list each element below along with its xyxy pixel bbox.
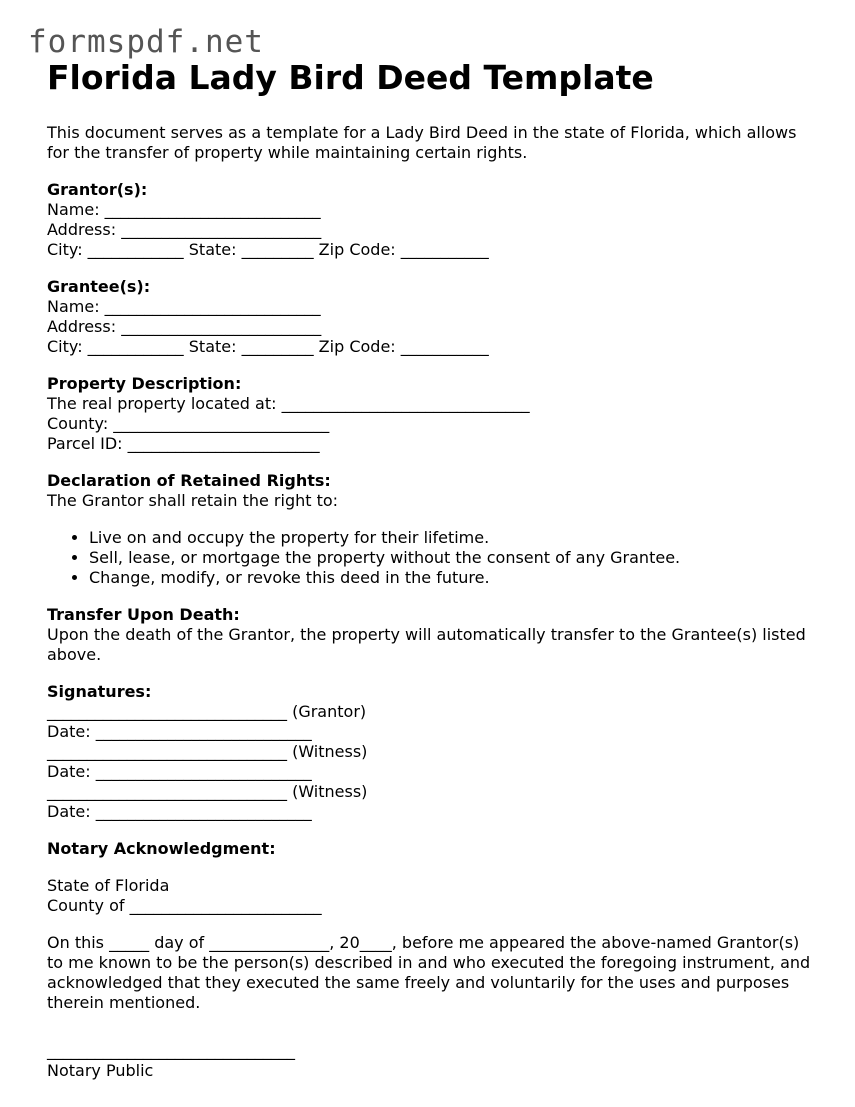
grantee-address-field: Address: _________________________ [47,317,322,336]
rights-list [47,528,817,588]
notary-paragraph: On this _____ day of _______________, 20____, before me appeared the above-named Grantor(s) to me known to be the person(s) described in and who executed the foregoing instrument, and acknowledged that they executed the same freely and voluntarily for the uses and purposes therein mentioned. [47,933,811,1012]
rights-heading: Declaration of Retained Rights: [47,471,331,490]
notary-county-field: County of ________________________ [47,896,322,915]
page-title: Florida Lady Bird Deed Template [47,58,654,97]
transfer-heading: Transfer Upon Death: [47,605,240,624]
grantor-address-field: Address: _________________________ [47,220,322,239]
grantee-heading: Grantee(s): [47,277,151,296]
notary-state: State of Florida [47,876,170,895]
grantor-section [47,180,817,260]
property-county-field: County: ___________________________ [47,414,330,433]
signatures-section [47,682,817,822]
notary-label: Notary Public [47,1061,154,1080]
property-parcel-field: Parcel ID: ________________________ [47,434,320,453]
list-item: • Sell, lease, or mortgage the property without the consent of any Grantee. [89,548,817,568]
intro-paragraph: This document serves as a template for a Lady Bird Deed in the state of Florida, which allows for the transfer of property while maintaining certain rights. [47,123,797,162]
grantor-signature-line: ______________________________ (Grantor) [47,702,367,721]
grantor-heading: Grantor(s): [47,180,148,199]
watermark: formspdf.net [28,24,264,60]
rights-text: The Grantor shall retain the right to: [47,491,339,510]
property-section [47,374,817,454]
property-location-field: The real property located at: _______________________________ [47,394,530,413]
date-field: Date: ___________________________ [47,762,312,781]
date-field: Date: ___________________________ [47,802,312,821]
list-item: • Change, modify, or revoke this deed in the future. [89,568,817,588]
grantor-city-state-zip-field: City: ____________ State: _________ Zip Code: ___________ [47,240,489,259]
rights-section [47,471,817,588]
witness-signature-line: ______________________________ (Witness) [47,742,368,761]
grantee-city-state-zip-field: City: ____________ State: _________ Zip Code: ___________ [47,337,489,356]
grantee-section [47,277,817,357]
list-item: • Live on and occupy the property for their lifetime. [89,528,817,548]
witness-signature-line: ______________________________ (Witness) [47,782,368,801]
date-field: Date: ___________________________ [47,722,312,741]
grantor-name-field: Name: ___________________________ [47,200,321,219]
property-heading: Property Description: [47,374,242,393]
notary-section [47,839,817,1081]
document-body [47,123,817,1081]
transfer-section [47,605,817,665]
notary-heading: Notary Acknowledgment: [47,839,276,858]
transfer-text: Upon the death of the Grantor, the property will automatically transfer to the Grantee(s) listed above. [47,625,806,664]
grantee-name-field: Name: ___________________________ [47,297,321,316]
notary-signature-line: _______________________________ [47,1041,295,1060]
signatures-heading: Signatures: [47,682,152,701]
